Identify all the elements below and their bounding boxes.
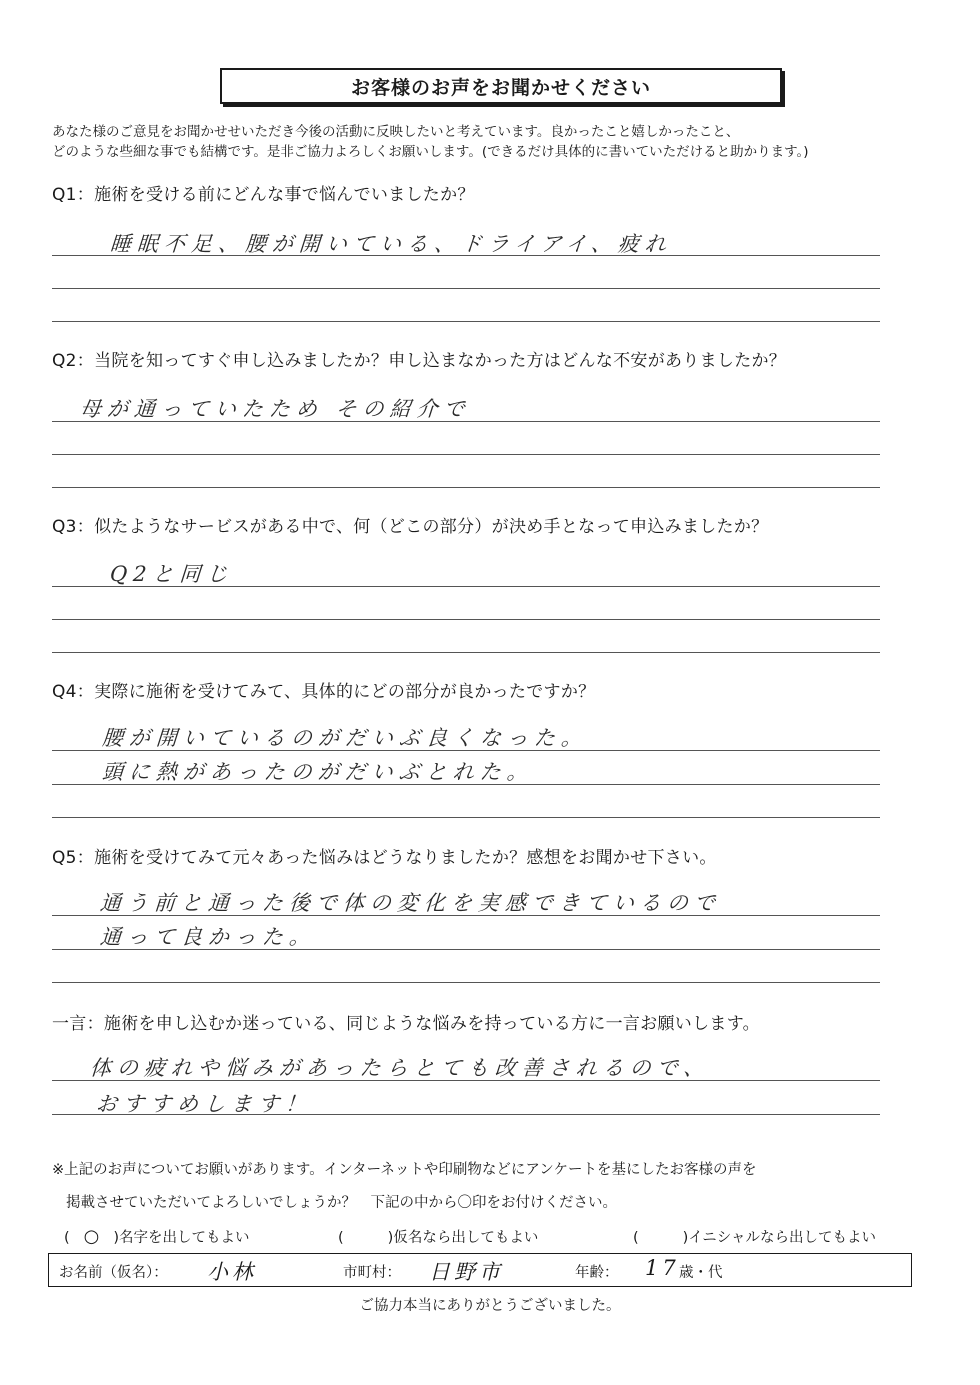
answer-rule	[52, 982, 880, 983]
comment-line-1: 体の疲れや悩みがあったらとても改善されるので、	[89, 1056, 712, 1080]
answer-rule	[52, 421, 880, 422]
consent-note-line-1: ※上記のお声についてお願いがあります。インターネットや印刷物などにアンケートを基にしたお客様の声を	[52, 1162, 757, 1178]
age-value[interactable]: 17	[645, 1256, 680, 1280]
city-label: 市町村：	[343, 1265, 401, 1281]
thank-you-message: ご協力本当にありがとうございました。	[359, 1298, 621, 1314]
answer-rule	[52, 288, 880, 289]
choice-open-paren: (	[338, 1230, 344, 1246]
choice-initials[interactable]	[633, 1226, 876, 1247]
answer-5-line-2: 通って良かった。	[99, 925, 317, 949]
answer-rule	[52, 652, 880, 653]
answer-2-line-1: 母が通っていたため その紹介で	[79, 397, 472, 421]
question-1: Q1：施術を受ける前にどんな事で悩んでいましたか？	[52, 185, 475, 205]
age-label: 年齢：	[575, 1265, 619, 1281]
customer-info-box	[48, 1253, 912, 1287]
city-value[interactable]: 日野市	[429, 1260, 504, 1284]
answer-5-line-1: 通う前と通った後で体の変化を実感できているので	[99, 891, 722, 915]
answer-rule	[52, 586, 880, 587]
intro-line-2: どのような些細な事でも結構です。是非ご協力よろしくお願いします。(できるだけ具体的に書いていただけると助かります。)	[52, 144, 809, 160]
answer-rule	[52, 1114, 880, 1115]
choice-label: )イニシャルなら出してもよい	[682, 1230, 876, 1246]
answer-rule	[52, 1080, 880, 1081]
question-2: Q2：当院を知ってすぐ申し込みましたか？申し込まなかった方はどんな不安がありましたか？	[52, 351, 787, 371]
form-title: お客様のお声をお聞かせください	[350, 76, 651, 99]
answer-rule	[52, 784, 880, 785]
age-suffix: 歳・代	[679, 1265, 723, 1281]
name-label: お名前（仮名）：	[59, 1265, 168, 1281]
form-title-box	[220, 68, 782, 104]
answer-rule	[52, 255, 880, 256]
comment-line-2: おすすめします！	[95, 1092, 313, 1116]
choice-open-paren: (	[64, 1230, 70, 1246]
answer-4-line-1: 腰が開いているのがだいぶ良くなった。	[101, 726, 589, 750]
choice-label: )名字を出してもよい	[113, 1230, 250, 1246]
question-comment: 一言：施術を申し込むか迷っている、同じような悩みを持っている方に一言お願いします。	[52, 1014, 760, 1034]
circle-mark: ○	[83, 1226, 100, 1247]
answer-1-line-1: 睡眠不足、腰が開いている、ドライアイ、疲れ	[109, 232, 673, 256]
answer-rule	[52, 321, 880, 322]
answer-rule	[52, 619, 880, 620]
answer-rule	[52, 817, 880, 818]
answer-4-line-2: 頭に熱があったのがだいぶとれた。	[101, 760, 535, 784]
consent-note-line-2: 掲載させていただいてよろしいでしょうか？ 下記の中から〇印をお付けください。	[66, 1195, 617, 1211]
name-value[interactable]: 小林	[207, 1260, 257, 1284]
answer-rule	[52, 487, 880, 488]
answer-3-line-1: Q2と同じ	[109, 562, 235, 586]
answer-rule	[52, 949, 880, 950]
intro-line-1: あなた様のご意見をお聞かせせいただき今後の活動に反映したいと考えています。良かったこと嬉しかったこと、	[52, 124, 740, 140]
choice-open-paren: (	[633, 1230, 639, 1246]
choice-pseudonym[interactable]	[338, 1226, 538, 1247]
question-3: Q3：似たようなサービスがある中で、何（どこの部分）が決め手となって申込みましたか？	[52, 517, 769, 537]
question-5: Q5：施術を受けてみて元々あった悩みはどうなりましたか？感想をお聞かせ下さい。	[52, 848, 717, 868]
answer-rule	[52, 750, 880, 751]
answer-rule	[52, 915, 880, 916]
choice-label: )仮名なら出してもよい	[387, 1230, 539, 1246]
answer-rule	[52, 454, 880, 455]
choice-full-name[interactable]	[64, 1226, 250, 1247]
question-4: Q4：実際に施術を受けてみて、具体的にどの部分が良かったですか？	[52, 682, 596, 702]
